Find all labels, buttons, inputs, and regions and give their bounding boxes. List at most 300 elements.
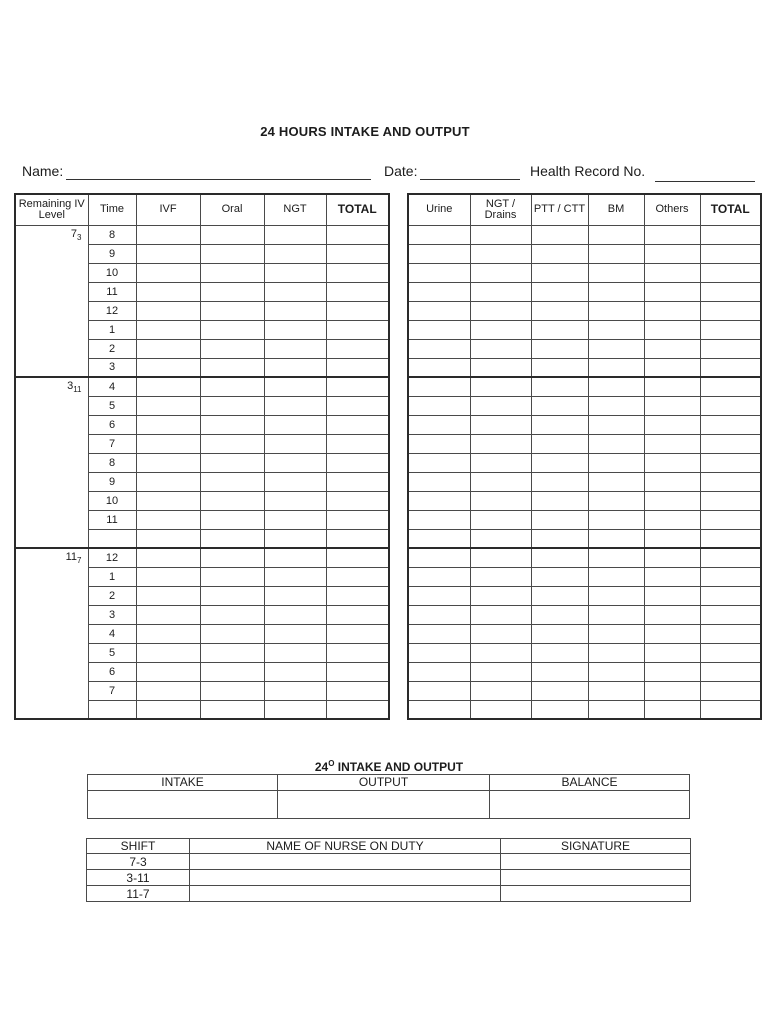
intake-total-cell[interactable]	[326, 358, 389, 377]
intake-ivf-cell[interactable]	[136, 700, 200, 719]
output-others-cell[interactable]	[644, 624, 700, 643]
intake-oral-cell[interactable]	[200, 434, 264, 453]
intake-ngt-cell[interactable]	[264, 301, 326, 320]
output-ptt-ctt-cell[interactable]	[531, 415, 588, 434]
intake-ngt-cell[interactable]	[264, 662, 326, 681]
output-total-cell[interactable]	[700, 434, 761, 453]
intake-ngt-cell[interactable]	[264, 472, 326, 491]
output-ptt-ctt-cell[interactable]	[531, 605, 588, 624]
output-total-cell[interactable]	[700, 358, 761, 377]
intake-ivf-cell[interactable]	[136, 567, 200, 586]
intake-total-cell[interactable]	[326, 415, 389, 434]
header-ngt-drains: NGT / Drains	[470, 194, 531, 225]
intake-total-cell[interactable]	[326, 225, 389, 244]
summary-output-cell[interactable]	[278, 791, 490, 819]
output-urine-cell[interactable]	[408, 225, 470, 244]
intake-ivf-cell[interactable]	[136, 681, 200, 700]
output-ptt-ctt-cell[interactable]	[531, 491, 588, 510]
output-ptt-ctt-cell[interactable]	[531, 434, 588, 453]
output-others-cell[interactable]	[644, 282, 700, 301]
intake-ngt-cell[interactable]	[264, 225, 326, 244]
intake-ivf-cell[interactable]	[136, 339, 200, 358]
output-urine-cell[interactable]	[408, 472, 470, 491]
intake-oral-cell[interactable]	[200, 662, 264, 681]
header-ivf: IVF	[136, 194, 200, 225]
output-ngt-drains-cell[interactable]	[470, 681, 531, 700]
output-total-cell[interactable]	[700, 339, 761, 358]
output-ptt-ctt-cell[interactable]	[531, 624, 588, 643]
output-urine-cell[interactable]	[408, 434, 470, 453]
output-total-cell[interactable]	[700, 491, 761, 510]
iv-level-shift-sub: 7	[77, 556, 82, 566]
intake-oral-cell[interactable]	[200, 605, 264, 624]
output-bm-cell[interactable]	[588, 700, 644, 719]
output-urine-cell[interactable]	[408, 605, 470, 624]
output-ngt-drains-cell[interactable]	[470, 510, 531, 529]
output-urine-cell[interactable]	[408, 377, 470, 396]
intake-total-cell[interactable]	[326, 453, 389, 472]
intake-ngt-cell[interactable]	[264, 700, 326, 719]
intake-ngt-cell[interactable]	[264, 567, 326, 586]
output-bm-cell[interactable]	[588, 358, 644, 377]
intake-ivf-cell[interactable]	[136, 586, 200, 605]
output-ngt-drains-cell[interactable]	[470, 662, 531, 681]
output-bm-cell[interactable]	[588, 586, 644, 605]
nurse-signature-cell[interactable]	[501, 870, 691, 886]
output-total-cell[interactable]	[700, 681, 761, 700]
output-ngt-drains-cell[interactable]	[470, 491, 531, 510]
time-cell: 7	[88, 681, 136, 700]
name-field[interactable]	[66, 179, 371, 180]
output-ngt-drains-cell[interactable]	[470, 453, 531, 472]
output-ngt-drains-cell[interactable]	[470, 225, 531, 244]
intake-ngt-cell[interactable]	[264, 263, 326, 282]
output-urine-cell[interactable]	[408, 244, 470, 263]
output-bm-cell[interactable]	[588, 643, 644, 662]
intake-ngt-cell[interactable]	[264, 510, 326, 529]
intake-oral-cell[interactable]	[200, 529, 264, 548]
output-total-cell[interactable]	[700, 415, 761, 434]
intake-ngt-cell[interactable]	[264, 548, 326, 567]
intake-oral-cell[interactable]	[200, 225, 264, 244]
intake-ngt-cell[interactable]	[264, 453, 326, 472]
output-urine-cell[interactable]	[408, 681, 470, 700]
output-ptt-ctt-cell[interactable]	[531, 263, 588, 282]
output-ngt-drains-cell[interactable]	[470, 472, 531, 491]
intake-oral-cell[interactable]	[200, 320, 264, 339]
time-cell: 10	[88, 263, 136, 282]
nurse-shift-cell: 7-3	[87, 854, 190, 870]
output-urine-cell[interactable]	[408, 548, 470, 567]
output-ngt-drains-cell[interactable]	[470, 548, 531, 567]
intake-oral-cell[interactable]	[200, 358, 264, 377]
output-ngt-drains-cell[interactable]	[470, 358, 531, 377]
output-others-cell[interactable]	[644, 415, 700, 434]
iv-level-shift-sub: 3	[77, 232, 82, 242]
output-ngt-drains-cell[interactable]	[470, 377, 531, 396]
output-total-cell[interactable]	[700, 567, 761, 586]
output-urine-cell[interactable]	[408, 453, 470, 472]
output-bm-cell[interactable]	[588, 434, 644, 453]
intake-total-cell[interactable]	[326, 301, 389, 320]
output-urine-cell[interactable]	[408, 700, 470, 719]
output-urine-cell[interactable]	[408, 415, 470, 434]
intake-ivf-cell[interactable]	[136, 624, 200, 643]
output-others-cell[interactable]	[644, 643, 700, 662]
intake-ivf-cell[interactable]	[136, 263, 200, 282]
header-time: Time	[88, 194, 136, 225]
output-bm-cell[interactable]	[588, 624, 644, 643]
intake-ngt-cell[interactable]	[264, 643, 326, 662]
time-cell: 1	[88, 567, 136, 586]
output-bm-cell[interactable]	[588, 377, 644, 396]
intake-total-cell[interactable]	[326, 586, 389, 605]
intake-oral-cell[interactable]	[200, 244, 264, 263]
output-ptt-ctt-cell[interactable]	[531, 529, 588, 548]
output-total-cell[interactable]	[700, 244, 761, 263]
intake-ngt-cell[interactable]	[264, 529, 326, 548]
intake-ivf-cell[interactable]	[136, 225, 200, 244]
output-urine-cell[interactable]	[408, 263, 470, 282]
intake-ngt-cell[interactable]	[264, 434, 326, 453]
output-total-cell[interactable]	[700, 700, 761, 719]
output-urine-cell[interactable]	[408, 491, 470, 510]
summary-intake-header: INTAKE	[88, 775, 278, 791]
intake-total-cell[interactable]	[326, 567, 389, 586]
intake-ivf-cell[interactable]	[136, 510, 200, 529]
intake-ngt-cell[interactable]	[264, 415, 326, 434]
intake-ngt-cell[interactable]	[264, 320, 326, 339]
intake-ivf-cell[interactable]	[136, 491, 200, 510]
form-title: 24 HOURS INTAKE AND OUTPUT	[260, 124, 470, 139]
output-bm-cell[interactable]	[588, 244, 644, 263]
output-bm-cell[interactable]	[588, 662, 644, 681]
output-ptt-ctt-cell[interactable]	[531, 301, 588, 320]
output-ptt-ctt-cell[interactable]	[531, 586, 588, 605]
intake-oral-cell[interactable]	[200, 282, 264, 301]
output-bm-cell[interactable]	[588, 339, 644, 358]
output-total-cell[interactable]	[700, 301, 761, 320]
header-remaining-iv-level: Remaining IV Level	[15, 194, 88, 225]
intake-oral-cell[interactable]	[200, 396, 264, 415]
intake-total-cell[interactable]	[326, 339, 389, 358]
output-ngt-drains-cell[interactable]	[470, 700, 531, 719]
intake-oral-cell[interactable]	[200, 415, 264, 434]
intake-ngt-cell[interactable]	[264, 681, 326, 700]
output-others-cell[interactable]	[644, 263, 700, 282]
intake-ivf-cell[interactable]	[136, 453, 200, 472]
intake-oral-cell[interactable]	[200, 377, 264, 396]
intake-total-cell[interactable]	[326, 510, 389, 529]
output-total-cell[interactable]	[700, 472, 761, 491]
intake-total-cell[interactable]	[326, 662, 389, 681]
intake-ivf-cell[interactable]	[136, 643, 200, 662]
output-ngt-drains-cell[interactable]	[470, 301, 531, 320]
output-others-cell[interactable]	[644, 586, 700, 605]
intake-ivf-cell[interactable]	[136, 396, 200, 415]
intake-ivf-cell[interactable]	[136, 244, 200, 263]
output-bm-cell[interactable]	[588, 282, 644, 301]
intake-ivf-cell[interactable]	[136, 282, 200, 301]
output-ptt-ctt-cell[interactable]	[531, 643, 588, 662]
nurse-name-cell[interactable]	[190, 854, 501, 870]
intake-total-cell[interactable]	[326, 643, 389, 662]
nurse-shift-cell: 3-11	[87, 870, 190, 886]
output-others-cell[interactable]	[644, 301, 700, 320]
output-ngt-drains-cell[interactable]	[470, 396, 531, 415]
output-bm-cell[interactable]	[588, 548, 644, 567]
output-others-cell[interactable]	[644, 472, 700, 491]
output-ptt-ctt-cell[interactable]	[531, 396, 588, 415]
output-ngt-drains-cell[interactable]	[470, 434, 531, 453]
output-total-cell[interactable]	[700, 225, 761, 244]
summary-intake-cell[interactable]	[88, 791, 278, 819]
output-ptt-ctt-cell[interactable]	[531, 510, 588, 529]
iv-level-shift-label: 11	[65, 551, 78, 563]
output-others-cell[interactable]	[644, 548, 700, 567]
output-urine-cell[interactable]	[408, 586, 470, 605]
intake-total-cell[interactable]	[326, 377, 389, 396]
output-ptt-ctt-cell[interactable]	[531, 662, 588, 681]
output-others-cell[interactable]	[644, 320, 700, 339]
nurse-name-header: NAME OF NURSE ON DUTY	[190, 839, 501, 854]
intake-oral-cell[interactable]	[200, 624, 264, 643]
output-bm-cell[interactable]	[588, 415, 644, 434]
intake-total-cell[interactable]	[326, 320, 389, 339]
nurse-signature-cell[interactable]	[501, 886, 691, 902]
output-others-cell[interactable]	[644, 225, 700, 244]
output-bm-cell[interactable]	[588, 263, 644, 282]
intake-ngt-cell[interactable]	[264, 586, 326, 605]
intake-ivf-cell[interactable]	[136, 377, 200, 396]
output-others-cell[interactable]	[644, 358, 700, 377]
output-ptt-ctt-cell[interactable]	[531, 548, 588, 567]
nurse-signature-cell[interactable]	[501, 854, 691, 870]
output-urine-cell[interactable]	[408, 643, 470, 662]
output-bm-cell[interactable]	[588, 510, 644, 529]
output-ngt-drains-cell[interactable]	[470, 282, 531, 301]
intake-oral-cell[interactable]	[200, 453, 264, 472]
output-others-cell[interactable]	[644, 396, 700, 415]
intake-oral-cell[interactable]	[200, 301, 264, 320]
output-urine-cell[interactable]	[408, 320, 470, 339]
output-total-cell[interactable]	[700, 453, 761, 472]
output-ptt-ctt-cell[interactable]	[531, 282, 588, 301]
intake-ivf-cell[interactable]	[136, 472, 200, 491]
time-cell: 2	[88, 339, 136, 358]
output-ngt-drains-cell[interactable]	[470, 567, 531, 586]
output-total-cell[interactable]	[700, 624, 761, 643]
output-ptt-ctt-cell[interactable]	[531, 358, 588, 377]
intake-ivf-cell[interactable]	[136, 434, 200, 453]
output-urine-cell[interactable]	[408, 624, 470, 643]
output-ptt-ctt-cell[interactable]	[531, 681, 588, 700]
output-total-cell[interactable]	[700, 396, 761, 415]
iv-level-shift-sub: 11	[73, 385, 82, 395]
output-ptt-ctt-cell[interactable]	[531, 567, 588, 586]
output-others-cell[interactable]	[644, 662, 700, 681]
intake-ivf-cell[interactable]	[136, 415, 200, 434]
output-total-cell[interactable]	[700, 377, 761, 396]
output-bm-cell[interactable]	[588, 529, 644, 548]
header-others: Others	[644, 194, 700, 225]
output-urine-cell[interactable]	[408, 529, 470, 548]
intake-ivf-cell[interactable]	[136, 662, 200, 681]
intake-oral-cell[interactable]	[200, 586, 264, 605]
output-ngt-drains-cell[interactable]	[470, 320, 531, 339]
intake-ivf-cell[interactable]	[136, 301, 200, 320]
time-cell: 7	[88, 434, 136, 453]
output-bm-cell[interactable]	[588, 225, 644, 244]
output-others-cell[interactable]	[644, 700, 700, 719]
intake-oral-cell[interactable]	[200, 510, 264, 529]
output-bm-cell[interactable]	[588, 605, 644, 624]
intake-total-cell[interactable]	[326, 548, 389, 567]
intake-oral-cell[interactable]	[200, 491, 264, 510]
nurse-name-cell[interactable]	[190, 886, 501, 902]
iv-level-cell[interactable]	[15, 548, 88, 719]
output-ngt-drains-cell[interactable]	[470, 586, 531, 605]
intake-ngt-cell[interactable]	[264, 244, 326, 263]
date-field[interactable]	[420, 179, 520, 180]
output-others-cell[interactable]	[644, 529, 700, 548]
output-others-cell[interactable]	[644, 567, 700, 586]
intake-ivf-cell[interactable]	[136, 358, 200, 377]
health-record-field[interactable]	[655, 181, 755, 182]
output-urine-cell[interactable]	[408, 510, 470, 529]
intake-total-cell[interactable]	[326, 263, 389, 282]
intake-oral-cell[interactable]	[200, 643, 264, 662]
summary-balance-cell[interactable]	[490, 791, 690, 819]
output-urine-cell[interactable]	[408, 358, 470, 377]
intake-ngt-cell[interactable]	[264, 339, 326, 358]
output-bm-cell[interactable]	[588, 681, 644, 700]
output-urine-cell[interactable]	[408, 339, 470, 358]
output-ngt-drains-cell[interactable]	[470, 415, 531, 434]
intake-ngt-cell[interactable]	[264, 396, 326, 415]
output-ptt-ctt-cell[interactable]	[531, 244, 588, 263]
intake-total-cell[interactable]	[326, 605, 389, 624]
output-bm-cell[interactable]	[588, 472, 644, 491]
output-others-cell[interactable]	[644, 491, 700, 510]
intake-ngt-cell[interactable]	[264, 282, 326, 301]
intake-total-cell[interactable]	[326, 681, 389, 700]
iv-level-cell[interactable]	[15, 377, 88, 548]
intake-ngt-cell[interactable]	[264, 624, 326, 643]
output-others-cell[interactable]	[644, 605, 700, 624]
output-ngt-drains-cell[interactable]	[470, 244, 531, 263]
output-ngt-drains-cell[interactable]	[470, 529, 531, 548]
intake-total-cell[interactable]	[326, 396, 389, 415]
output-urine-cell[interactable]	[408, 567, 470, 586]
output-total-cell[interactable]	[700, 510, 761, 529]
time-cell: 9	[88, 244, 136, 263]
output-ptt-ctt-cell[interactable]	[531, 377, 588, 396]
intake-oral-cell[interactable]	[200, 567, 264, 586]
intake-total-cell[interactable]	[326, 434, 389, 453]
output-total-cell[interactable]	[700, 605, 761, 624]
output-ngt-drains-cell[interactable]	[470, 605, 531, 624]
iv-level-shift-label: 7	[70, 227, 78, 240]
output-urine-cell[interactable]	[408, 301, 470, 320]
intake-total-cell[interactable]	[326, 624, 389, 643]
output-total-cell[interactable]	[700, 586, 761, 605]
output-total-cell[interactable]	[700, 643, 761, 662]
intake-ivf-cell[interactable]	[136, 605, 200, 624]
output-urine-cell[interactable]	[408, 282, 470, 301]
output-ptt-ctt-cell[interactable]	[531, 453, 588, 472]
output-others-cell[interactable]	[644, 339, 700, 358]
output-bm-cell[interactable]	[588, 396, 644, 415]
output-urine-cell[interactable]	[408, 396, 470, 415]
output-others-cell[interactable]	[644, 244, 700, 263]
intake-total-cell[interactable]	[326, 700, 389, 719]
intake-ivf-cell[interactable]	[136, 548, 200, 567]
output-bm-cell[interactable]	[588, 301, 644, 320]
intake-total-cell[interactable]	[326, 472, 389, 491]
intake-total-cell[interactable]	[326, 529, 389, 548]
output-others-cell[interactable]	[644, 377, 700, 396]
time-cell	[88, 529, 136, 548]
output-total-cell[interactable]	[700, 529, 761, 548]
output-ngt-drains-cell[interactable]	[470, 624, 531, 643]
output-ptt-ctt-cell[interactable]	[531, 472, 588, 491]
header-bm: BM	[588, 194, 644, 225]
output-ngt-drains-cell[interactable]	[470, 339, 531, 358]
output-others-cell[interactable]	[644, 510, 700, 529]
output-ptt-ctt-cell[interactable]	[531, 700, 588, 719]
output-total-cell[interactable]	[700, 282, 761, 301]
intake-total-cell[interactable]	[326, 244, 389, 263]
output-bm-cell[interactable]	[588, 453, 644, 472]
iv-level-cell[interactable]	[15, 225, 88, 377]
output-bm-cell[interactable]	[588, 491, 644, 510]
intake-total-cell[interactable]	[326, 491, 389, 510]
nurse-name-cell[interactable]	[190, 870, 501, 886]
intake-oral-cell[interactable]	[200, 472, 264, 491]
output-others-cell[interactable]	[644, 453, 700, 472]
output-others-cell[interactable]	[644, 434, 700, 453]
time-cell: 5	[88, 643, 136, 662]
time-cell: 4	[88, 624, 136, 643]
intake-oral-cell[interactable]	[200, 339, 264, 358]
intake-ngt-cell[interactable]	[264, 491, 326, 510]
output-ptt-ctt-cell[interactable]	[531, 339, 588, 358]
output-total-cell[interactable]	[700, 662, 761, 681]
output-others-cell[interactable]	[644, 681, 700, 700]
output-ptt-ctt-cell[interactable]	[531, 225, 588, 244]
output-ngt-drains-cell[interactable]	[470, 643, 531, 662]
intake-ngt-cell[interactable]	[264, 605, 326, 624]
intake-total-cell[interactable]	[326, 282, 389, 301]
output-ptt-ctt-cell[interactable]	[531, 320, 588, 339]
intake-ivf-cell[interactable]	[136, 529, 200, 548]
intake-ngt-cell[interactable]	[264, 358, 326, 377]
intake-oral-cell[interactable]	[200, 681, 264, 700]
intake-oral-cell[interactable]	[200, 263, 264, 282]
intake-oral-cell[interactable]	[200, 548, 264, 567]
output-total-cell[interactable]	[700, 320, 761, 339]
output-urine-cell[interactable]	[408, 662, 470, 681]
output-total-cell[interactable]	[700, 548, 761, 567]
output-ngt-drains-cell[interactable]	[470, 263, 531, 282]
intake-ivf-cell[interactable]	[136, 320, 200, 339]
output-total-cell[interactable]	[700, 263, 761, 282]
intake-oral-cell[interactable]	[200, 700, 264, 719]
output-bm-cell[interactable]	[588, 320, 644, 339]
output-bm-cell[interactable]	[588, 567, 644, 586]
intake-ngt-cell[interactable]	[264, 377, 326, 396]
